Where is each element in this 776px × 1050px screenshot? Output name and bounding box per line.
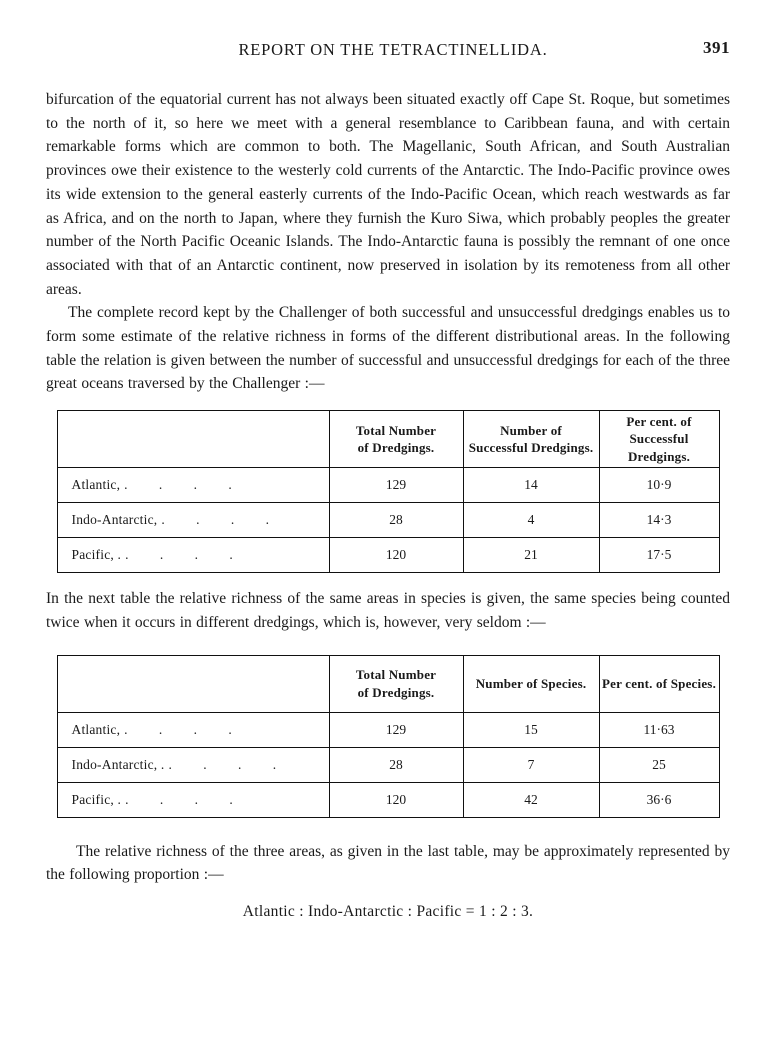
table2-row3-total: 120 (329, 782, 463, 817)
table1-header-percent-line1: Per cent. of (626, 413, 692, 429)
page-header (46, 40, 730, 70)
table-row (57, 747, 719, 782)
species-table-wrapper (46, 655, 730, 818)
table2-header-species-line1: Number of Species. (475, 675, 587, 691)
leader-dots: . . . . (168, 756, 291, 772)
table1-row3-percent: 17·5 (599, 538, 719, 573)
table-header-row (57, 411, 719, 468)
table2-row2-label (57, 747, 329, 782)
table2-row2-number: 7 (463, 747, 599, 782)
table2-header-total-line1: Total Number (355, 667, 437, 682)
table2-row1-label-text: Atlantic, (71, 721, 121, 737)
table1-row3-label-text: Pacific, . (71, 547, 122, 563)
paragraph-1: bifurcation of the equatorial current has not always been situated exactly off Cape St. Roque, but sometimes to the north of it, so here we meet with a general resemblance to Caribbean fauna, and with certain remarkable forms which are common to both. The Magellanic, South African, and South Australian provinces owe their existence to the westerly cold currents of the Antarctic. The Indo-Pacific province owes its wide extension to the general easterly currents of the Indo-Pacific Ocean, which reach westwards as far as Africa, and on the north to Japan, where they furnish the Kuro Siwa, which probably peoples the greater number of the North Pacific Oceanic Islands. The Indo-Antarctic fauna is possibly the remnant of one once associated with that of an Antarctic continent, now preserved in isolation by its remoteness from all other areas. (46, 91, 730, 298)
table1-header-blank (57, 411, 329, 468)
table2-row2-label-text: Indo-Antarctic, . (71, 756, 165, 772)
leader-dots: . . . . (124, 477, 246, 493)
table1-header-percent-line2: Successful Dredgings. (627, 431, 691, 464)
table2-header-species (463, 655, 599, 712)
table2-row3-label (57, 782, 329, 817)
table2-row3-number: 42 (463, 782, 599, 817)
table2-header-percent-line1: Per cent. of Species. (601, 675, 717, 691)
table1-row3-total: 120 (329, 538, 463, 573)
table-header-row (57, 655, 719, 712)
table1-header-total-line2: of Dredgings. (357, 440, 435, 456)
table1-row2-percent: 14·3 (599, 503, 719, 538)
closing-block (46, 840, 730, 921)
leader-dots: . . . . (125, 547, 247, 563)
leader-dots: . . . . (125, 791, 247, 807)
table1-row1-percent: 10·9 (599, 468, 719, 503)
table1-row3-number: 21 (463, 538, 599, 573)
leader-dots: . . . . (161, 512, 283, 528)
table1-header-number-line2: Successful Dredgings. (468, 440, 594, 456)
table2-header-blank (57, 655, 329, 712)
table1-header-number (463, 411, 599, 468)
table2-row1-percent: 11·63 (599, 712, 719, 747)
table1-header-total (329, 411, 463, 468)
paragraph-2: The complete record kept by the Challenger of both successful and unsuccessful dredgings enables us to form some estimate of the relative richness in forms of the different distributional areas. In the following table the relation is given between the number of successful and unsuccessful dredgings for each of the three great oceans traversed by the Challenger :— (46, 304, 730, 393)
leader-dots: . . . . (124, 721, 246, 737)
proportion-line: Atlantic : Indo-Antarctic : Pacific = 1 : 2 : 3. (242, 902, 534, 920)
table2-header-total (329, 655, 463, 712)
table1-header-percent (599, 411, 719, 468)
table1-row2-label (57, 503, 329, 538)
paragraph-4: The relative richness of the three areas, as given in the last table, may be approximately represented by the following proportion :— (46, 842, 730, 884)
table2-header-percent (599, 655, 719, 712)
table2-row3-percent: 36·6 (599, 782, 719, 817)
table2-row2-total: 28 (329, 747, 463, 782)
paragraph-3: In the next table the relative richness of the same areas in species is given, the same species being counted twice when it occurs in different dredgings, which is, however, very seldom :— (46, 590, 730, 631)
table1-row1-number: 14 (463, 468, 599, 503)
table2-row2-percent: 25 (599, 747, 719, 782)
page-number: 391 (703, 38, 730, 57)
table2-row1-label (57, 712, 329, 747)
table-row (57, 538, 719, 573)
species-table (57, 655, 720, 818)
table1-row2-number: 4 (463, 503, 599, 538)
table2-header-total-line2: of Dredgings. (357, 684, 435, 700)
table1-row2-total: 28 (329, 503, 463, 538)
table-row (57, 782, 719, 817)
table2-row1-total: 129 (329, 712, 463, 747)
table1-header-number-line1: Number of (500, 422, 562, 438)
table1-row1-total: 129 (329, 468, 463, 503)
table1-row3-label (57, 538, 329, 573)
dredgings-table (57, 410, 720, 573)
table1-row1-label (57, 468, 329, 503)
table-row (57, 503, 719, 538)
dredgings-table-wrapper (46, 410, 730, 573)
table-row (57, 468, 719, 503)
table2-row3-label-text: Pacific, . (71, 791, 122, 807)
table2-row1-number: 15 (463, 712, 599, 747)
running-head: REPORT ON THE TETRACTINELLIDA. (238, 40, 548, 59)
table1-row1-label-text: Atlantic, (71, 477, 121, 493)
table1-row2-label-text: Indo-Antarctic, (71, 512, 158, 528)
table-row (57, 712, 719, 747)
table1-header-total-line1: Total Number (355, 422, 437, 438)
